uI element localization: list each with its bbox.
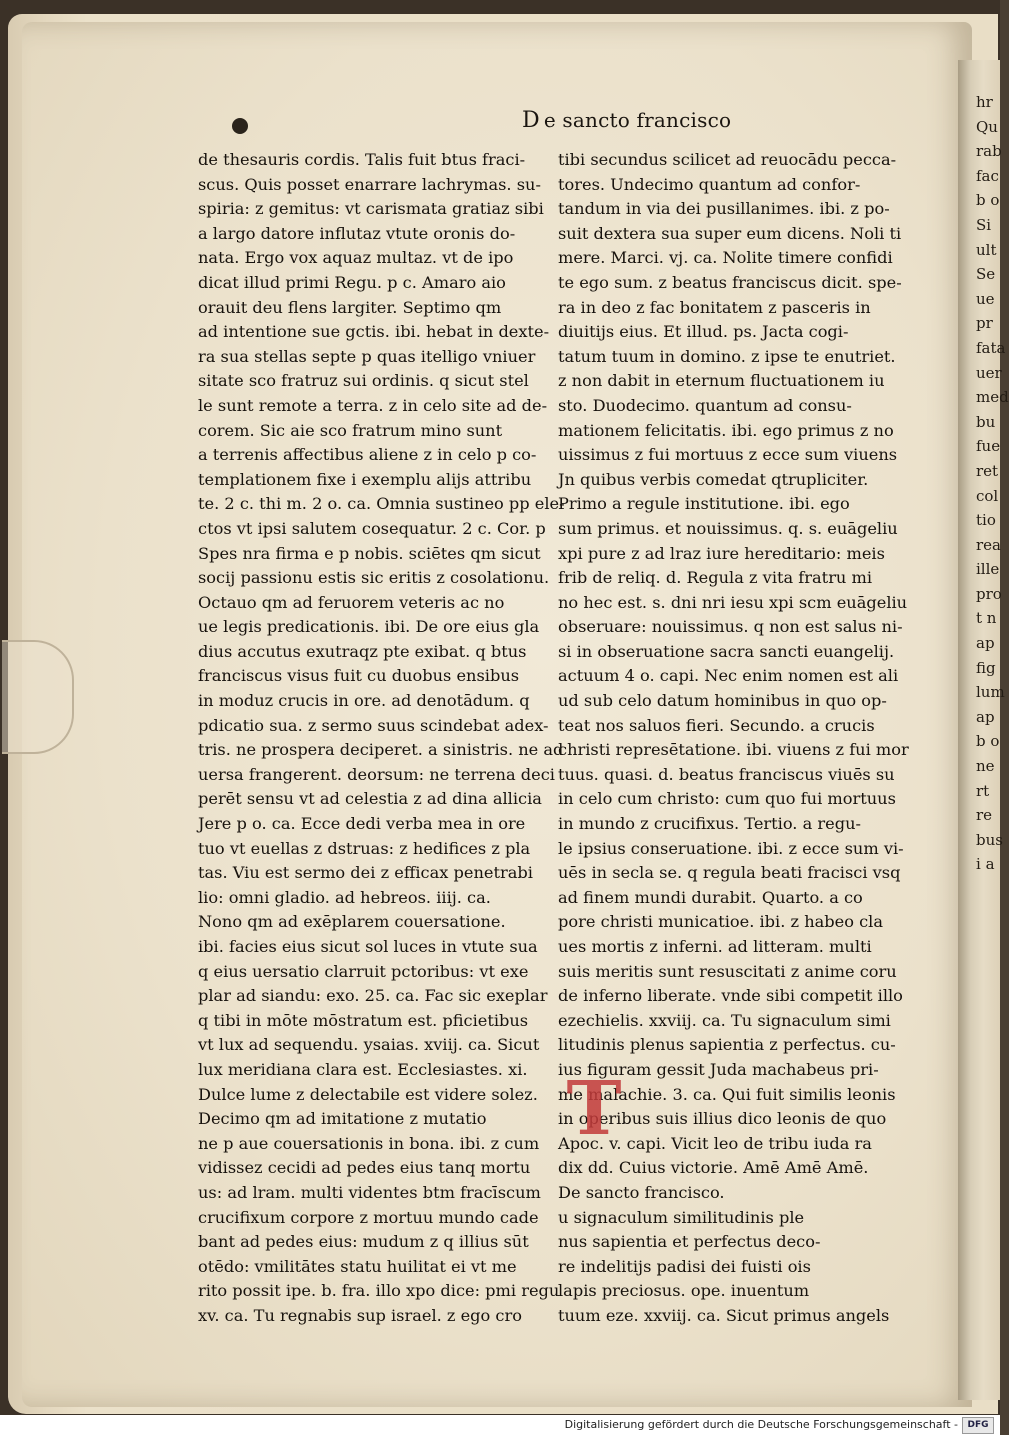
text-line: ius figuram gessit Juda machabeus pri-	[558, 1059, 879, 1079]
text-line: te. 2 c. thi m. 2 o. ca. Omnia sustineo pp ele-	[198, 494, 565, 514]
text-line: Nono qm ad exēplarem couersatione.	[198, 912, 506, 932]
facing-page-line: fata	[976, 338, 1006, 357]
text-line: plar ad siandu: exo. 25. ca. Fac sic exeplar	[198, 986, 548, 1006]
text-line: si in obseruatione sacra sancti euangelij.	[558, 641, 895, 661]
text-line: lapis preciosus. ope. inuentum	[558, 1281, 810, 1301]
text-line: suit dextera sua super eum dicens. Noli ti	[558, 223, 902, 243]
text-line: ad finem mundi durabit. Quarto. a co	[558, 887, 863, 907]
dfg-logo: DFG	[962, 1417, 994, 1434]
text-line: scus. Quis posset enarrare lachrymas. su-	[198, 174, 541, 194]
text-line: nus sapientia et perfectus deco-	[558, 1232, 821, 1252]
facing-page-fragments	[976, 90, 1009, 1190]
facing-page-line: ap	[976, 707, 995, 726]
facing-page-line: rab	[976, 142, 1002, 161]
text-line: ad intentione sue gctis. ibi. hebat in dexte-	[198, 322, 550, 342]
text-line: ezechielis. xxviij. ca. Tu signaculum simi	[558, 1010, 891, 1030]
footer-bar	[0, 1415, 1000, 1435]
facing-page-line: ne	[976, 757, 995, 776]
running-head	[522, 108, 731, 133]
text-line: dix dd. Cuius victorie. Amē Amē Amē.	[558, 1158, 869, 1178]
text-line: Apoc. v. capi. Vicit leo de tribu iuda ra	[558, 1133, 872, 1153]
facing-page-line: rea	[976, 535, 1001, 554]
page-clip	[2, 640, 74, 754]
facing-page-line: lum	[976, 683, 1005, 702]
text-line: le ipsius conseruatione. ibi. z ecce sum vi-	[558, 838, 904, 858]
text-line: ue legis predicationis. ibi. De ore eius gla	[198, 617, 540, 637]
running-head-mark: D	[522, 108, 540, 133]
facing-page-line: rt	[976, 781, 990, 800]
text-line: sum primus. et nouissimus. q. s. euāgeliu	[558, 518, 898, 538]
text-line: diuitijs eius. Et illud. ps. Jacta cogi-	[558, 322, 849, 342]
text-line: uēs in secla se. q regula beati fracisci vsq	[558, 863, 901, 883]
text-line: socij passionu estis sic eritis z cosolationu.	[198, 568, 550, 588]
facing-page-line: ille	[976, 560, 1000, 579]
text-line: tibi secundus scilicet ad reuocādu pecca-	[558, 150, 897, 169]
facing-page-line: pro	[976, 584, 1002, 603]
text-line: de thesauris cordis. Talis fuit btus fraci-	[198, 150, 526, 169]
text-line: corem. Sic aie sco fratrum mino sunt	[198, 420, 503, 440]
text-line: q eius uersatio clarruit pctoribus: vt exe	[198, 961, 529, 981]
text-line: in operibus suis illius dico leonis de quo	[558, 1109, 887, 1129]
facing-page-line: med	[976, 388, 1009, 407]
text-line: tatum tuum in domino. z ipse te enutriet.	[558, 346, 896, 366]
text-line: dius accutus exutraqz pte exibat. q btus	[198, 641, 527, 661]
text-line: frib de reliq. d. Regula z vita fratru mi	[558, 568, 873, 588]
text-line: xpi pure z ad lraz iure hereditario: meis	[558, 543, 885, 563]
text-line: tas. Viu est sermo dei z efficax penetrabi	[198, 863, 533, 883]
text-line: teat nos saluos fieri. Secundo. a crucis	[558, 715, 875, 735]
text-line: us: ad lram. multi videntes btm fracīscum	[198, 1182, 541, 1202]
text-line: ra in deo z fac bonitatem z pasceris in	[558, 297, 871, 317]
text-line: ibi. facies eius sicut sol luces in vtute sua	[198, 937, 538, 956]
text-line: vidissez cecidi ad pedes eius tanq mortu	[198, 1158, 531, 1178]
facing-page-line: col	[976, 486, 999, 505]
text-line: a terrenis affectibus aliene z in celo p co-	[198, 445, 537, 465]
running-head-text: e sancto francisco	[543, 108, 732, 132]
text-line: Decimo qm ad imitatione z mutatio	[198, 1109, 487, 1129]
text-line: christi represētatione. ibi. viuens z fui mor	[558, 740, 909, 760]
text-line: Dulce lume z delectabile est videre solez.	[198, 1084, 538, 1104]
text-line: franciscus visus fuit cu duobus ensibus	[198, 666, 520, 686]
text-line: tuum eze. xxviij. ca. Sicut primus angels	[558, 1305, 890, 1325]
facing-page-line: fac	[976, 166, 999, 185]
text-line: tandum in via dei pusillanimes. ibi. z po-	[558, 199, 890, 219]
facing-page-line: Si	[976, 215, 992, 234]
text-line: in mundo z crucifixus. Tertio. a regu-	[558, 814, 861, 834]
text-line: lio: omni gladio. ad hebreos. iiij. ca.	[198, 887, 491, 907]
text-line: ud sub celo datum hominibus in quo op-	[558, 691, 887, 711]
text-line: suis meritis sunt resuscitati z anime coru	[558, 961, 897, 981]
facing-page-line: bu	[976, 412, 996, 431]
text-line: sto. Duodecimo. quantum ad consu-	[558, 395, 852, 415]
text-line: vt lux ad sequendu. ysaias. xviij. ca. Sicut	[198, 1035, 540, 1055]
text-line: xv. ca. Tu regnabis sup israel. z ego cro	[198, 1305, 522, 1325]
text-line: lux meridiana clara est. Ecclesiastes. xi.	[198, 1059, 528, 1079]
text-line: otēdo: vmilitātes statu huilitat ei vt me	[198, 1256, 517, 1276]
text-line: Octauo qm ad feruorem veteris ac no	[198, 592, 505, 612]
text-line: sitate sco fratruz sui ordinis. q sicut stel	[198, 371, 529, 391]
text-line: De sancto francisco.	[558, 1182, 725, 1202]
text-line: tris. ne prospera deciperet. a sinistris. ne ad	[198, 740, 564, 760]
text-line: Jere p o. ca. Ecce dedi verba mea in ore	[198, 814, 526, 834]
facing-page-line: pr	[976, 314, 993, 333]
text-line: a largo datore influtaz vtute oronis do-	[198, 223, 516, 243]
text-line: u signaculum similitudinis ple	[558, 1207, 805, 1227]
text-line: in moduz crucis in ore. ad denotādum. q	[198, 691, 530, 711]
text-line: uissimus z fui mortuus z ecce sum viuens	[558, 445, 898, 465]
text-line: Jn quibus verbis comedat qtrupliciter.	[558, 469, 869, 489]
facing-page-line: re	[976, 806, 993, 825]
facing-page-line: uer	[976, 363, 1002, 382]
text-line: tuo vt euellas z dstruas: z hedifices z pla	[198, 838, 531, 858]
text-line: litudinis plenus sapientia z perfectus. cu-	[558, 1035, 896, 1055]
facing-page-line: Qu	[976, 117, 998, 136]
text-line: crucifixum corpore z mortuu mundo cade	[198, 1207, 539, 1227]
text-line: pdicatio sua. z sermo suus scindebat adex-	[198, 715, 549, 735]
text-line: le sunt remote a terra. z in celo site ad de-	[198, 395, 548, 415]
facing-page-line: tio	[976, 511, 996, 530]
text-line: spiria: z gemitus: vt carismata gratiaz sibi	[198, 199, 544, 219]
facing-page-line: t n	[976, 609, 997, 628]
text-line: mere. Marci. vj. ca. Nolite timere confidi	[558, 248, 893, 268]
text-line: q tibi in mōte mōstratum est. pficietibus	[198, 1010, 529, 1030]
text-line: te ego sum. z beatus franciscus dicit. spe-	[558, 272, 902, 292]
facing-page-line: ult	[976, 240, 997, 259]
text-line: orauit deu flens largiter. Septimo qm	[198, 297, 502, 317]
text-line: uersa frangerent. deorsum: ne terrena deci	[198, 764, 555, 784]
left-text-column	[198, 148, 565, 1329]
facing-page-line: b o	[976, 191, 1000, 210]
text-line: tores. Undecimo quantum ad confor-	[558, 174, 861, 194]
text-line: mationem felicitatis. ibi. ego primus z no	[558, 420, 894, 440]
text-line: perēt sensu vt ad celestia z ad dina allicia	[198, 789, 542, 809]
text-line: ra sua stellas septe p quas itelligo vniuer	[198, 346, 536, 366]
facing-page-line: hr	[976, 93, 993, 111]
red-initial-letter: T	[566, 1066, 622, 1152]
text-line: ues mortis z inferni. ad litteram. multi	[558, 937, 872, 956]
text-line: de inferno liberate. vnde sibi competit illo	[558, 986, 903, 1006]
text-line: ne p aue couersationis in bona. ibi. z cum	[198, 1133, 540, 1153]
text-line: rito possit ipe. b. fra. illo xpo dice: pmi regu	[198, 1281, 560, 1301]
facing-page-line: ret	[976, 461, 999, 480]
text-line: nata. Ergo vox aquaz multaz. vt de ipo	[198, 248, 514, 268]
facing-page-line: fig	[976, 658, 996, 677]
facing-page-line: ue	[976, 289, 995, 308]
text-line: in celo cum christo: cum quo fui mortuus	[558, 789, 896, 809]
facing-page-line: fue	[976, 437, 1001, 456]
text-line: z non dabit in eternum fluctuationem iu	[558, 371, 885, 391]
text-line: no hec est. s. dni nri iesu xpi scm euāgeliu	[558, 592, 908, 612]
facing-page-line: i a	[976, 855, 995, 874]
text-line: actuum 4 o. capi. Nec enim nomen est ali	[558, 666, 899, 686]
footer-credit: Digitalisierung gefördert durch die Deutsche Forschungsgemeinschaft -	[564, 1418, 958, 1431]
text-line: Spes nra firma e p nobis. sciētes qm sicut	[198, 543, 541, 563]
text-line: dicat illud primi Regu. p c. Amaro aio	[198, 272, 506, 292]
facing-page-line: bus	[976, 830, 1003, 849]
facing-page-line: ap	[976, 634, 995, 653]
text-line: obseruare: nouissimus. q non est salus ni-	[558, 617, 903, 637]
text-line: Primo a regule institutione. ibi. ego	[558, 494, 850, 514]
text-line: me malachie. 3. ca. Qui fuit similis leonis	[558, 1084, 896, 1104]
text-line: bant ad pedes eius: mudum z q illius sūt	[198, 1232, 529, 1252]
text-line: pore christi municatioe. ibi. z habeo cla	[558, 912, 883, 932]
facing-page-line: b o	[976, 732, 1000, 751]
text-line: re indelitijs padisi dei fuisti ois	[558, 1256, 811, 1276]
text-line: tuus. quasi. d. beatus franciscus viuēs su	[558, 764, 895, 784]
ornament-mark	[232, 118, 248, 134]
text-line: templationem fixe i exemplu alijs attribu	[198, 469, 532, 489]
text-line: ctos vt ipsi salutem cosequatur. 2 c. Cor. p	[198, 518, 546, 538]
facing-page-line: Se	[976, 265, 996, 284]
